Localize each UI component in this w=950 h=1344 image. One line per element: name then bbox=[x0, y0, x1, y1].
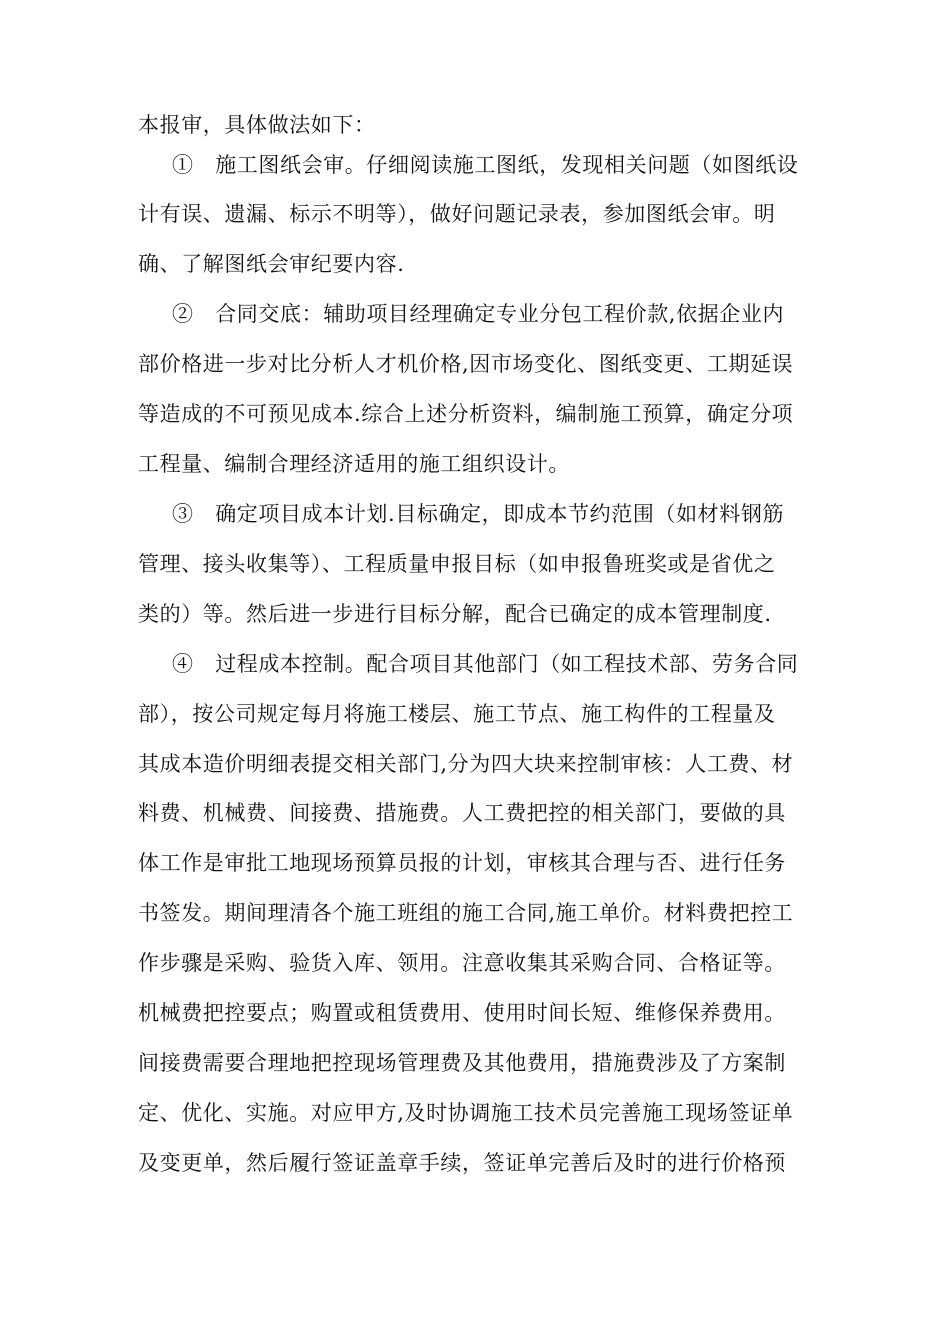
paragraph-text: 定、优化、实施。对应甲方,及时协调施工技术员完善施工现场签证单 bbox=[138, 1101, 794, 1125]
list-item-text: ④ 过程成本控制。配合项目其他部门（如工程技术部、劳务合同 bbox=[172, 652, 799, 676]
text-line bbox=[0, 888, 950, 938]
text-line bbox=[0, 739, 950, 789]
paragraph-text: 确、了解图纸会审纪要内容. bbox=[138, 252, 405, 276]
paragraph-text: 料费、机械费、间接费、措施费。人工费把控的相关部门，要做的具 bbox=[138, 801, 786, 825]
text-line bbox=[0, 1038, 950, 1088]
paragraph-text: 类的）等。然后进一步进行目标分解，配合已确定的成本管理制度. bbox=[138, 602, 772, 626]
paragraph-text: 本报审，具体做法如下： bbox=[138, 113, 376, 137]
paragraph-text: 部价格进一步对比分析人才机价格,因市场变化、图纸变更、工期延误 bbox=[138, 352, 794, 376]
paragraph-text: 管理、接头收集等）、工程质量申报目标（如申报鲁班奖或是省优之 bbox=[138, 552, 776, 576]
list-item-text: ① 施工图纸会审。仔细阅读施工图纸，发现相关问题（如图纸设 bbox=[172, 153, 799, 177]
paragraph-text: 及变更单，然后履行签证盖章手续，签证单完善后及时的进行价格预 bbox=[138, 1151, 786, 1175]
list-item-text: ③ 确定项目成本计划.目标确定，即成本节约范围（如材料钢筋 bbox=[172, 502, 785, 526]
text-line bbox=[0, 239, 950, 289]
text-line bbox=[0, 289, 950, 339]
text-line bbox=[0, 389, 950, 439]
text-line bbox=[0, 1138, 950, 1188]
paragraph-text: 作步骤是采购、验货入库、领用。注意收集其采购合同、合格证等。 bbox=[138, 951, 786, 975]
text-line bbox=[0, 689, 950, 739]
text-line bbox=[0, 988, 950, 1038]
text-line bbox=[0, 489, 950, 539]
text-line bbox=[0, 788, 950, 838]
paragraph-text: 机械费把控要点；购置或租赁费用、使用时间长短、维修保养费用。 bbox=[138, 1001, 786, 1025]
text-line bbox=[0, 838, 950, 888]
paragraph-text: 部），按公司规定每月将施工楼层、施工节点、施工构件的工程量及 bbox=[138, 702, 776, 726]
paragraph-text: 计有误、遗漏、标示不明等），做好问题记录表，参加图纸会审。明 bbox=[138, 202, 776, 226]
text-line bbox=[0, 539, 950, 589]
text-line bbox=[0, 1088, 950, 1138]
paragraph-text: 工程量、编制合理经济适用的施工组织设计。 bbox=[138, 452, 570, 476]
paragraph-text: 书签发。期间理清各个施工班组的施工合同,施工单价。材料费把控工 bbox=[138, 901, 794, 925]
text-line bbox=[0, 938, 950, 988]
list-item-text: ② 合同交底：辅助项目经理确定专业分包工程价款,依据企业内 bbox=[172, 302, 785, 326]
paragraph-text: 间接费需要合理地把控现场管理费及其他费用，措施费涉及了方案制 bbox=[138, 1051, 786, 1075]
text-line bbox=[0, 339, 950, 389]
paragraph-text: 其成本造价明细表提交相关部门,分为四大块来控制审核：人工费、材 bbox=[138, 752, 794, 776]
paragraph-text: 体工作是审批工地现场预算员报的计划，审核其合理与否、进行任务 bbox=[138, 851, 786, 875]
text-line bbox=[0, 639, 950, 689]
text-line bbox=[0, 140, 950, 190]
text-line bbox=[0, 439, 950, 489]
paragraph-text: 等造成的不可预见成本.综合上述分析资料，编制施工预算，确定分项 bbox=[138, 402, 794, 426]
text-line bbox=[0, 589, 950, 639]
text-line bbox=[0, 189, 950, 239]
